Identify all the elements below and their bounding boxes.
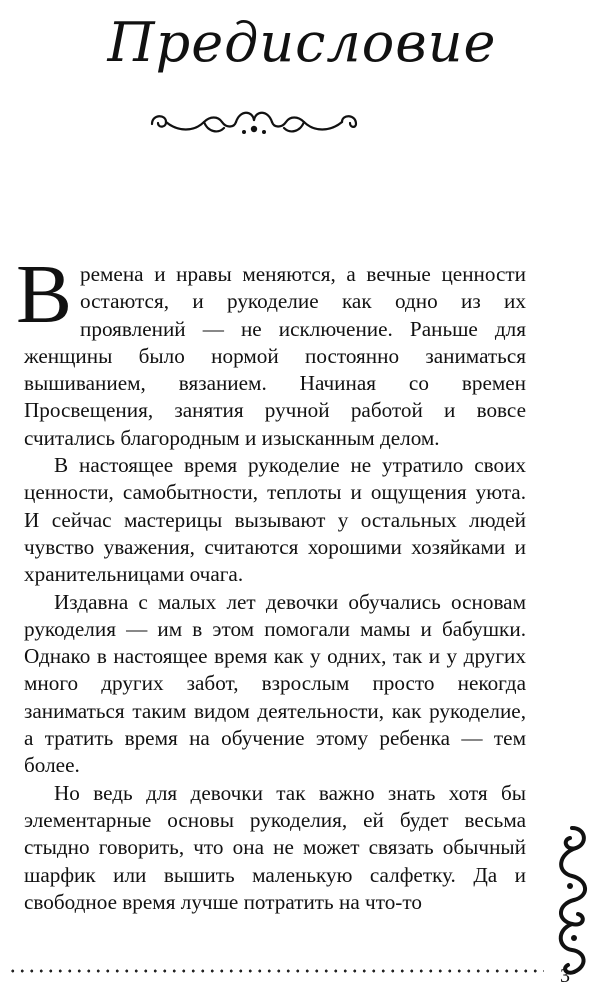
spiral-flourish-ornament xyxy=(548,820,596,982)
paragraph: В настоящее время рукоделие не утратило своих ценности, самобытности, теплоты и ощущения уюта. И сейчас мастерицы вызывают у остальных людей чувство уважения, считаются хорошими хозяйками и хранительницами очага. xyxy=(24,453,526,587)
paragraph: Издавна с малых лет девочки обучались основам рукоделия — им в этом помогали мамы и бабушки. Однако в настоящее время как у одних, так и у других много других забот, взрослым просто некогда заниматься таким видом деятельности, как рукоделие, а тратить время на обучение этому ребенка — тем более. xyxy=(24,589,526,778)
paragraph xyxy=(16,248,526,452)
paragraph: Но ведь для девочки так важно знать хотя бы элементарные основы рукоделия, ей будет весьма стыдно говорить, что она не может связать обычный шарфик или вышить маленькую салфетку. Да и свободное время лучше потратить на что-то xyxy=(24,780,526,914)
paragraph-text: ремена и нравы меняются, а вечные ценности остаются, и рукоделие как одно из их проявлений — не исключение. Раньше для женщины было нормой постоянно заниматься вышиванием, вязанием. Начиная со времен Просвещения, занятия ручной работой и вовсе считались благородным и изысканным делом. xyxy=(24,262,526,450)
scroll-flourish-ornament xyxy=(144,102,364,142)
page-number: 3 xyxy=(560,965,570,987)
page-title: Предисловие xyxy=(107,11,497,74)
drop-cap: В xyxy=(16,248,73,341)
dotted-footer-rule xyxy=(8,968,544,974)
body-text xyxy=(16,248,526,916)
